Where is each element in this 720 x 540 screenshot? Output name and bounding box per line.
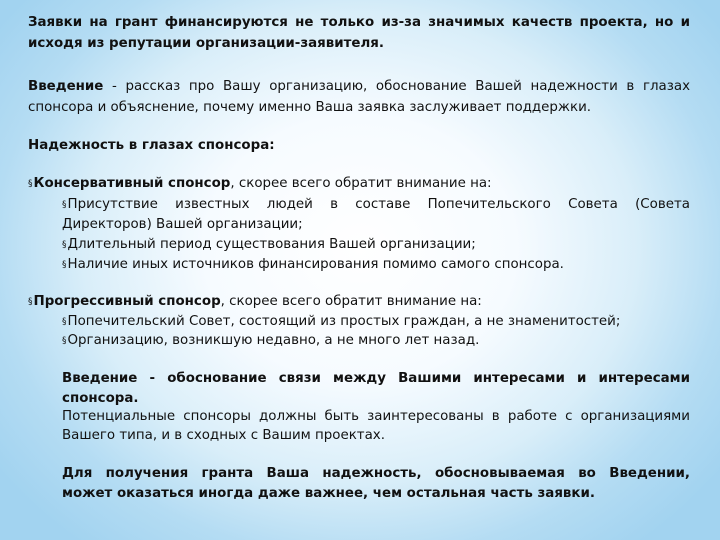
bullet-icon: § [62,240,67,250]
block2-bold-line-1: Введение - обоснование связи между Вашими интересами и интересами [62,371,690,386]
bullet-icon: § [28,179,33,189]
progressive-item-1: §Попечительский Совет, состоящий из простых граждан, а не знаменитостей; [62,314,621,329]
conservative-item-1-line-1: §Присутствие известных людей в составе Попечительского Совета (Совета [62,197,690,212]
reliability-heading: Надежность в глазах спонсора: [28,138,275,153]
conservative-label: Консервативный спонсор [33,176,231,191]
progressive-item-2: §Организацию, возникшую недавно, а не много лет назад. [62,333,480,348]
vvedenie-line-2: спонсора и объяснение, почему именно Ваша заявка заслуживает поддержки. [28,100,592,115]
progressive-label: Прогрессивный спонсор [33,294,221,309]
conservative-text: , скорее всего обратит внимание на: [230,176,492,191]
conclusion-line-2: может оказаться иногда даже важнее, чем остальная часть заявки. [62,486,595,501]
vvedenie-line-1 [28,76,690,97]
conservative-item-2: §Длительный период существования Вашей организации; [62,237,476,252]
bullet-icon: § [62,317,67,327]
conservative-item-3: §Наличие иных источников финансирования помимо самого спонсора. [62,257,564,272]
bullet-icon: § [62,200,67,210]
intro-line-2: исходя из репутации организации-заявителя. [28,36,384,51]
progressive-heading [28,291,690,313]
vvedenie-label: Введение [28,79,104,94]
vvedenie-text-1: - рассказ про Вашу организацию, обоснование Вашей надежности в глазах [103,79,690,94]
block2-bold-line-2: спонсора. [62,391,139,406]
bullet-icon: § [28,297,33,307]
progressive-text: , скорее всего обратит внимание на: [220,294,482,309]
intro-line-1: Заявки на грант финансируются не только из-за значимых качеств проекта, но и [28,15,690,30]
bullet-icon: § [62,336,67,346]
bullet-icon: § [62,260,67,270]
conclusion-line-1: Для получения гранта Ваша надежность, обосновываемая во Введении, [62,466,690,481]
conservative-heading [28,173,690,195]
block2-line-1: Потенциальные спонсоры должны быть заинтересованы в работе с организациями [62,409,690,424]
conservative-item-1-line-2: Директоров) Вашей организации; [62,217,303,232]
block2-line-2: Вашего типа, и в сходных с Вашим проектах. [62,428,385,443]
